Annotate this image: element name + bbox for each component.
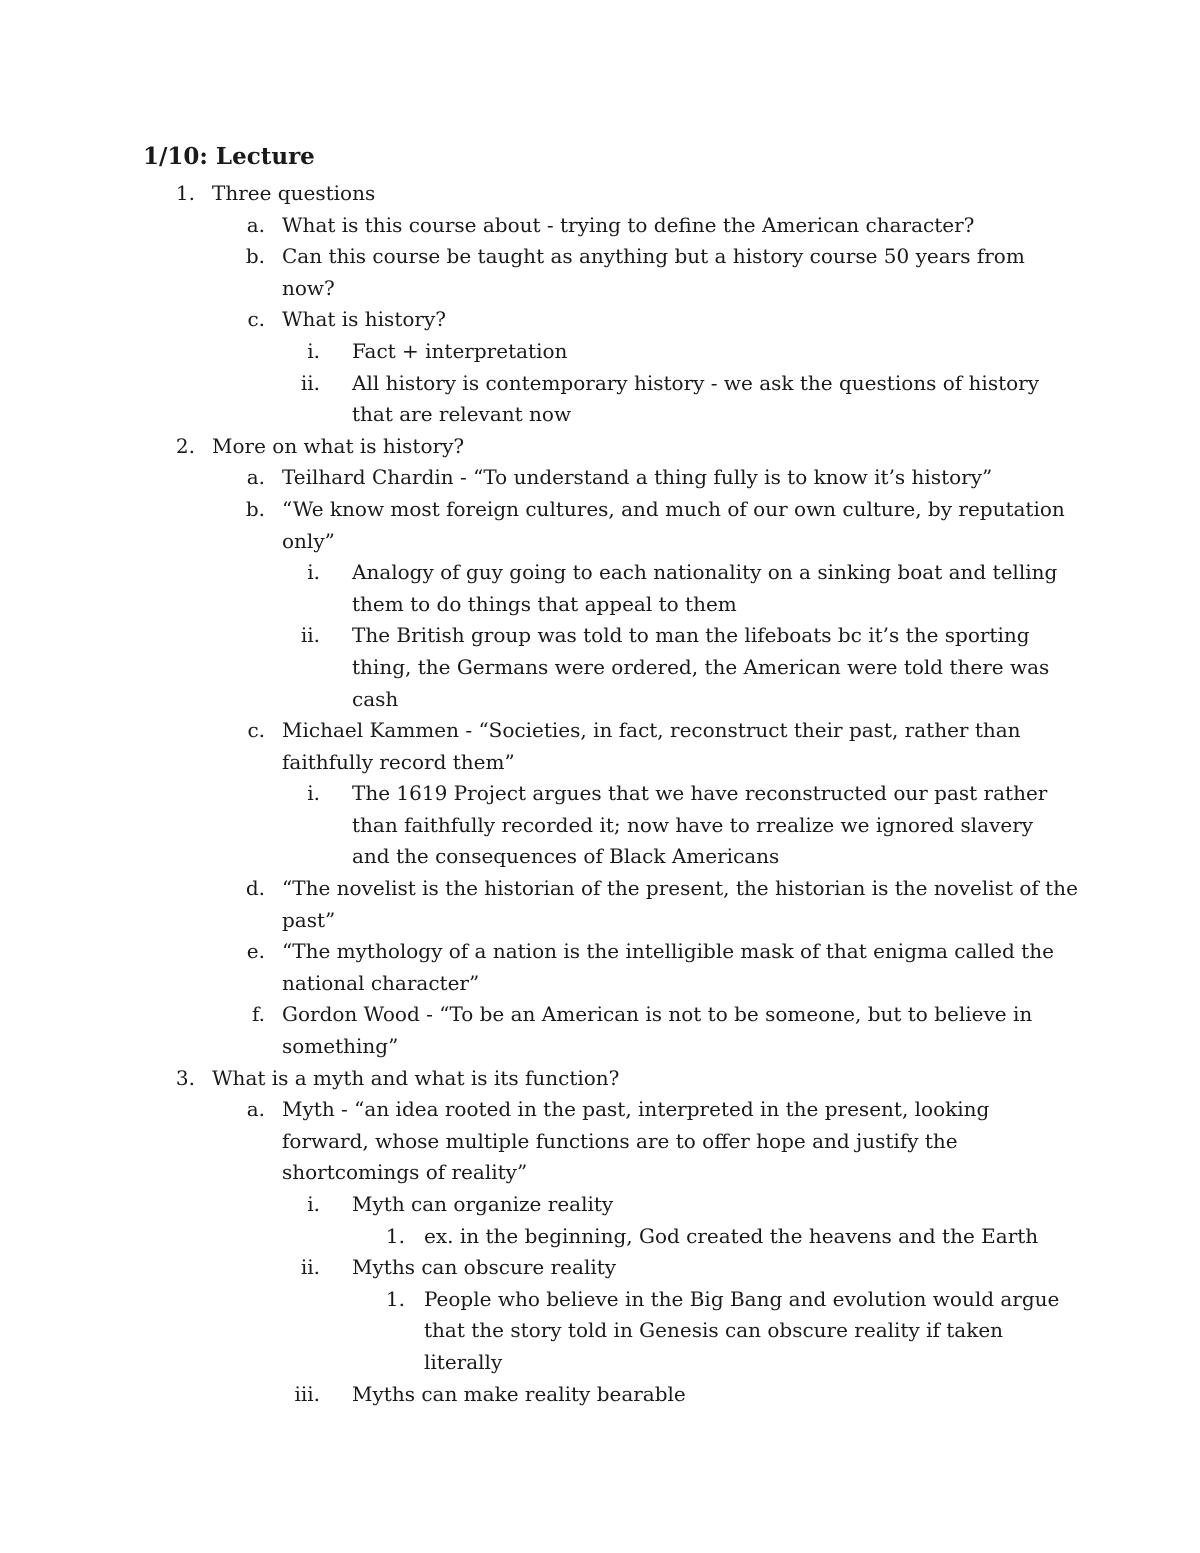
list-item-text: “We know most foreign cultures, and much of our own culture, by reputation [282,496,1065,521]
section-item [0,1063,1200,1095]
page-title: 1/10: Lecture [143,143,315,170]
list-item-text: that the story told in Genesis can obscure reality if taken [424,1318,1004,1343]
section-item [0,431,1200,463]
list-item-text: Teilhard Chardin - “To understand a thing fully is to know it’s history” [282,465,993,490]
list-item-text: “The novelist is the historian of the present, the historian is the novelist of the [282,876,1078,901]
list-item-text: forward, whose multiple functions are to offer hope and justify the [282,1128,958,1153]
sub-list-item [0,368,1200,400]
list-marker: 1. [175,181,195,205]
list-item-text: Can this course be taught as anything but a history course 50 years from [282,244,1025,269]
list-marker: i. [307,560,320,585]
sub-sub-list-item [0,1315,1200,1347]
list-item-text: The British group was told to man the lifeboats bc it’s the sporting [352,623,1030,648]
list-marker: a. [246,212,265,237]
list-item [0,1031,1200,1063]
list-item-text: than faithfully recorded it; now have to rrealize we ignored slavery [352,812,1034,837]
list-item [0,873,1200,905]
list-marker: c. [247,307,265,332]
list-item-text: national character” [282,970,480,995]
sub-list-item [0,684,1200,716]
list-item [0,747,1200,779]
list-item-text: past” [282,907,336,932]
list-item-text: and the consequences of Black Americans [352,844,780,869]
sub-list-item [0,1252,1200,1284]
list-item-text: now? [282,275,335,300]
list-item-text: that are relevant now [352,402,572,427]
sub-list-item [0,399,1200,431]
list-marker: ii. [300,623,320,648]
list-item-text: Three questions [212,181,376,205]
sub-sub-list-item [0,1284,1200,1316]
list-item [0,494,1200,526]
sub-list-item [0,778,1200,810]
list-item-text: Michael Kammen - “Societies, in fact, reconstruct their past, rather than [282,718,1021,743]
list-item-text: Analogy of guy going to each nationality on a sinking boat and telling [352,560,1058,585]
list-item-text: literally [424,1349,503,1374]
list-item-text: Myth - “an idea rooted in the past, interpreted in the present, looking [282,1097,990,1122]
list-marker: ii. [300,370,320,395]
list-item-text: Myth can organize reality [352,1192,614,1216]
list-item [0,999,1200,1031]
list-marker: a. [246,465,265,490]
list-item [0,304,1200,336]
list-item-text: Myths can make reality bearable [352,1381,686,1406]
list-marker: ii. [300,1255,320,1280]
list-marker: i. [307,781,320,806]
sub-list-item [0,652,1200,684]
list-item-text: them to do things that appeal to them [352,591,737,616]
sub-sub-list-item [0,1347,1200,1379]
list-marker: b. [245,496,265,521]
list-item-text: People who believe in the Big Bang and evolution would argue [424,1286,1060,1311]
list-item-text: All history is contemporary history - we ask the questions of history [352,370,1040,395]
list-item [0,241,1200,273]
list-item-text: Gordon Wood - “To be an American is not to be someone, but to believe in [282,1002,1033,1027]
list-marker: 3. [175,1065,195,1090]
list-item [0,715,1200,747]
outline-list [0,178,1200,1410]
list-item-text: cash [352,686,399,711]
sub-list-item [0,841,1200,873]
sub-list-item [0,589,1200,621]
list-item-text: What is a myth and what is its function? [212,1065,620,1090]
list-marker: f. [251,1002,265,1027]
list-item [0,273,1200,305]
list-marker: d. [245,876,265,901]
list-item [0,210,1200,242]
list-marker: 1. [385,1286,405,1311]
list-item-text: “The mythology of a nation is the intelligible mask of that enigma called the [282,939,1054,964]
list-marker: c. [247,718,265,743]
list-item-text: faithfully record them” [282,749,515,774]
list-marker: i. [307,338,320,363]
list-marker: 1. [385,1223,405,1248]
sub-sub-list-item [0,1221,1200,1253]
sub-list-item [0,1189,1200,1221]
list-marker: e. [246,939,265,964]
list-item-text: ex. in the beginning, God created the heavens and the Earth [424,1223,1039,1248]
list-item [0,936,1200,968]
list-marker: iii. [294,1381,320,1406]
list-item [0,1157,1200,1189]
list-item-text: only” [282,528,335,553]
list-item [0,968,1200,1000]
list-item [0,1094,1200,1126]
sub-list-item [0,1379,1200,1411]
list-item-text: thing, the Germans were ordered, the American were told there was [352,654,1050,679]
list-item-text: Fact + interpretation [352,338,568,363]
section-item [0,178,1200,210]
list-item [0,905,1200,937]
list-item-text: What is history? [282,307,446,332]
list-marker: a. [246,1097,265,1122]
sub-list-item [0,810,1200,842]
list-item-text: Myths can obscure reality [352,1255,617,1280]
list-marker: b. [245,244,265,269]
list-item-text: What is this course about - trying to define the American character? [282,212,975,237]
list-marker: 2. [175,433,195,458]
list-item-text: The 1619 Project argues that we have reconstructed our past rather [352,781,1048,806]
list-item [0,1126,1200,1158]
list-item [0,526,1200,558]
sub-list-item [0,620,1200,652]
sub-list-item [0,336,1200,368]
sub-list-item [0,557,1200,589]
list-item-text: More on what is history? [212,433,465,458]
list-item [0,462,1200,494]
list-item-text: shortcomings of reality” [282,1160,528,1185]
list-item-text: something” [282,1034,399,1059]
list-marker: i. [307,1192,320,1216]
